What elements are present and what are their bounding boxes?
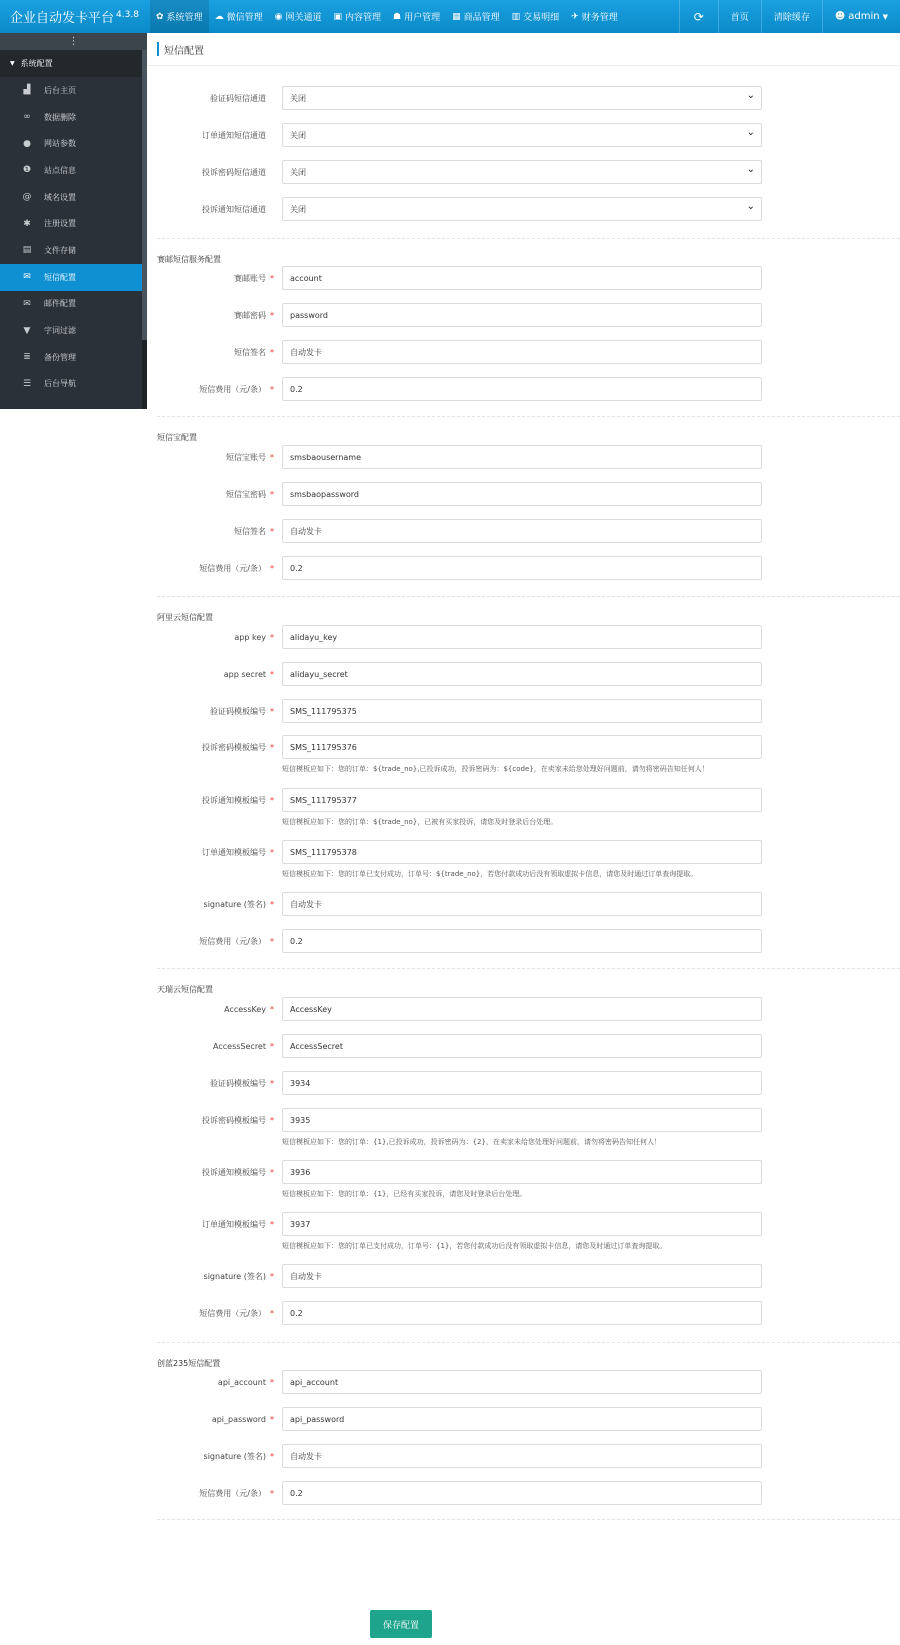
users-icon: ☗ bbox=[392, 11, 402, 22]
sidebar-item[interactable] bbox=[0, 291, 142, 318]
required-star: * bbox=[270, 452, 274, 462]
field-label: signature (签名) bbox=[203, 1271, 266, 1281]
caret-down-icon: ▼ bbox=[882, 12, 888, 21]
form-row bbox=[147, 1370, 900, 1394]
section-title: 赛邮短信服务配置 bbox=[157, 255, 221, 264]
field-label: 订单通知短信通道 bbox=[202, 130, 266, 140]
form-row bbox=[147, 662, 900, 686]
required-star: * bbox=[270, 273, 274, 283]
text-input[interactable]: 自动发卡 bbox=[282, 519, 762, 543]
sidebar-item[interactable] bbox=[0, 130, 142, 157]
field-label: signature (签名) bbox=[203, 899, 266, 909]
template-hint: 短信模板应如下：您的订单：${trade_no}，已被有买家投诉，请您及时登录后台处理。 bbox=[282, 818, 558, 826]
field-label: 短信费用（元/条） bbox=[199, 1308, 266, 1318]
title-accent-bar bbox=[157, 42, 159, 56]
field-label: 短信费用（元/条） bbox=[199, 1488, 266, 1498]
section-divider bbox=[157, 1519, 900, 1520]
field-label: 短信费用（元/条） bbox=[199, 563, 266, 573]
form-row bbox=[147, 340, 900, 364]
field-label: 订单通知模板编号 bbox=[202, 847, 266, 857]
top-nav bbox=[150, 0, 624, 33]
field-label: 赛邮密码 bbox=[234, 310, 266, 320]
form-row bbox=[147, 1212, 900, 1236]
sidebar-section-label: 系统配置 bbox=[20, 59, 53, 68]
field-label: 验证码模板编号 bbox=[210, 1078, 266, 1088]
required-star: * bbox=[270, 1219, 274, 1229]
text-input[interactable]: password bbox=[282, 303, 762, 327]
field-label: 投诉通知模板编号 bbox=[202, 795, 266, 805]
field-label: signature (签名) bbox=[203, 1451, 266, 1461]
top-right-nav bbox=[679, 0, 900, 33]
save-icon: ▤ bbox=[22, 245, 32, 256]
template-hint: 短信模板应如下：您的订单：{1},已投诉成功，投诉密码为：{2}，在卖家未给您处理好问题前，请勿将密码告知任何人！ bbox=[282, 1138, 661, 1146]
text-input[interactable]: alidayu_secret bbox=[282, 662, 762, 686]
required-star: * bbox=[270, 936, 274, 946]
section-divider bbox=[157, 968, 900, 969]
required-star: * bbox=[270, 563, 274, 573]
text-input[interactable]: SMS_111795375 bbox=[282, 699, 762, 723]
text-input[interactable]: alidayu_key bbox=[282, 625, 762, 649]
top-nav-label: 内容管理 bbox=[344, 13, 381, 23]
top-nav-label: 交易明细 bbox=[523, 13, 560, 23]
select-row bbox=[147, 197, 900, 221]
sidebar-section-system-config[interactable] bbox=[0, 50, 147, 77]
wechat-icon: ☁ bbox=[214, 11, 224, 22]
sidebar-item-label: 后台导航 bbox=[44, 379, 76, 389]
form-row bbox=[147, 556, 900, 580]
form-row bbox=[147, 1071, 900, 1095]
form-row bbox=[147, 1108, 900, 1132]
required-star: * bbox=[270, 742, 274, 752]
required-star: * bbox=[270, 1271, 274, 1281]
text-input[interactable]: 3935 bbox=[282, 1108, 762, 1132]
required-star: * bbox=[270, 1115, 274, 1125]
save-config-button[interactable]: 保存配置 bbox=[370, 1610, 432, 1638]
user-menu[interactable] bbox=[822, 0, 900, 33]
required-star: * bbox=[270, 347, 274, 357]
form-row bbox=[147, 892, 900, 916]
form-row bbox=[147, 1407, 900, 1431]
top-nav-item[interactable] bbox=[565, 0, 624, 33]
sidebar-item[interactable] bbox=[0, 344, 142, 371]
top-nav-label: 商品管理 bbox=[463, 13, 500, 23]
page-title: 短信配置 bbox=[164, 45, 204, 57]
text-input[interactable]: AccessKey bbox=[282, 997, 762, 1021]
at-icon: @ bbox=[22, 192, 32, 203]
top-nav-item[interactable] bbox=[327, 0, 387, 33]
form-row bbox=[147, 519, 900, 543]
text-input[interactable]: 自动发卡 bbox=[282, 1444, 762, 1468]
filter-icon: ▼ bbox=[23, 325, 31, 336]
required-star: * bbox=[270, 632, 274, 642]
form-row bbox=[147, 840, 900, 864]
field-label: 赛邮账号 bbox=[234, 273, 266, 283]
user-name: admin bbox=[848, 11, 880, 22]
sidebar-item-label: 站点信息 bbox=[44, 165, 76, 175]
field-label: 投诉通知模板编号 bbox=[202, 1167, 266, 1177]
form-row bbox=[147, 788, 900, 812]
sidebar-item[interactable] bbox=[0, 371, 142, 398]
text-input[interactable]: SMS_111795376 bbox=[282, 735, 762, 759]
brand-version: 4.3.8 bbox=[116, 9, 139, 20]
sidebar-item-label: 短信配置 bbox=[44, 272, 76, 282]
field-label: app secret bbox=[223, 669, 266, 679]
goods-icon: ▦ bbox=[452, 11, 461, 22]
field-label: AccessSecret bbox=[213, 1041, 266, 1051]
user-icon: ☻ bbox=[834, 11, 846, 22]
required-star: * bbox=[270, 669, 274, 679]
form-row bbox=[147, 445, 900, 469]
sidebar-item[interactable] bbox=[0, 77, 142, 104]
template-hint: 短信模板应如下：您的订单：${trade_no},已投诉成功，投诉密码为：${code}，在卖家未给您处理好问题前，请勿将密码告知任何人！ bbox=[282, 765, 709, 773]
text-input[interactable]: SMS_111795378 bbox=[282, 840, 762, 864]
sidebar-item[interactable] bbox=[0, 264, 142, 291]
field-label: api_account bbox=[217, 1377, 266, 1387]
channel-select[interactable]: 关闭 ⌄ bbox=[282, 160, 762, 184]
section-title: 创蓝235短信配置 bbox=[157, 1359, 221, 1368]
text-input[interactable]: 自动发卡 bbox=[282, 892, 762, 916]
required-star: * bbox=[270, 1308, 274, 1318]
text-input[interactable]: 0.2 bbox=[282, 929, 762, 953]
required-star: * bbox=[270, 1377, 274, 1387]
required-star: * bbox=[270, 1004, 274, 1014]
form-row bbox=[147, 699, 900, 723]
refresh-icon[interactable]: ⟳ bbox=[679, 0, 718, 33]
triangle-down-icon: ▼ bbox=[10, 60, 15, 67]
template-hint: 短信模板应如下：您的订单已支付成功，订单号：{1}，若您付款成功后没有领取虚拟卡信息，请您及时通过订单查询提取。 bbox=[282, 1242, 667, 1250]
template-hint: 短信模板应如下：您的订单：{1}，已经有买家投诉，请您及时登录后台处理。 bbox=[282, 1190, 527, 1198]
template-hint: 短信模板应如下：您的订单已支付成功，订单号：${trade_no}，若您付款成功后没有领取虚拟卡信息，请您及时通过订单查询提取。 bbox=[282, 870, 698, 878]
info-icon: ❶ bbox=[22, 165, 32, 176]
top-nav-label: 微信管理 bbox=[226, 13, 263, 23]
clear-cache-link[interactable]: 清除缓存 bbox=[761, 0, 822, 33]
form-row bbox=[147, 1444, 900, 1468]
page-header bbox=[147, 33, 900, 66]
form-row bbox=[147, 377, 900, 401]
top-nav-item[interactable] bbox=[150, 0, 209, 33]
required-star: * bbox=[270, 706, 274, 716]
required-star: * bbox=[270, 1414, 274, 1424]
sidebar-item-label: 邮件配置 bbox=[44, 299, 76, 309]
required-star: * bbox=[270, 1167, 274, 1177]
required-star: * bbox=[270, 847, 274, 857]
brand[interactable] bbox=[0, 7, 150, 26]
form-row bbox=[147, 303, 900, 327]
cog-icon: ✱ bbox=[23, 218, 31, 229]
apple-icon: ● bbox=[23, 138, 31, 149]
field-label: api_password bbox=[211, 1414, 266, 1424]
text-input[interactable]: 0.2 bbox=[282, 1301, 762, 1325]
field-label: 短信费用（元/条） bbox=[199, 936, 266, 946]
field-label: 短信费用（元/条） bbox=[199, 384, 266, 394]
field-label: 验证码短信通道 bbox=[210, 93, 266, 103]
required-star: * bbox=[270, 310, 274, 320]
text-input[interactable]: 0.2 bbox=[282, 556, 762, 580]
top-nav-item[interactable] bbox=[506, 0, 566, 33]
field-label: 短信签名 bbox=[234, 347, 266, 357]
sidebar bbox=[0, 33, 147, 409]
top-nav-label: 网关通道 bbox=[285, 13, 322, 23]
content-icon: ▣ bbox=[333, 11, 342, 22]
required-star: * bbox=[270, 795, 274, 805]
field-label: 投诉密码短信通道 bbox=[202, 167, 266, 177]
form-row bbox=[147, 482, 900, 506]
required-star: * bbox=[270, 384, 274, 394]
sidebar-item[interactable] bbox=[0, 237, 142, 264]
area-chart-icon: ▟ bbox=[23, 85, 31, 96]
form-row bbox=[147, 735, 900, 759]
top-nav-item[interactable] bbox=[446, 0, 506, 33]
bars-icon: ☰ bbox=[22, 378, 32, 389]
envelope-outline-icon: ✉ bbox=[23, 298, 31, 309]
text-input[interactable]: 0.2 bbox=[282, 377, 762, 401]
form-row bbox=[147, 929, 900, 953]
top-bar bbox=[0, 0, 900, 33]
database-icon: ≣ bbox=[23, 352, 31, 363]
text-input[interactable]: 自动发卡 bbox=[282, 1264, 762, 1288]
field-label: 投诉密码模板编号 bbox=[202, 742, 266, 752]
field-label: 验证码模板编号 bbox=[210, 706, 266, 716]
text-input[interactable]: smsbaousername bbox=[282, 445, 762, 469]
envelope-icon: ✉ bbox=[23, 272, 31, 283]
gear-icon: ✿ bbox=[156, 11, 164, 22]
channel-select[interactable]: 关闭 ⌄ bbox=[282, 197, 762, 221]
section-title: 阿里云短信配置 bbox=[157, 613, 213, 622]
section-divider bbox=[157, 416, 900, 417]
required-star: * bbox=[270, 1451, 274, 1461]
text-input[interactable]: api_account bbox=[282, 1370, 762, 1394]
form-row bbox=[147, 1481, 900, 1505]
channel-select[interactable]: 关闭 ⌄ bbox=[282, 123, 762, 147]
select-row bbox=[147, 123, 900, 147]
finance-icon: ✈ bbox=[571, 11, 579, 22]
text-input[interactable]: 3936 bbox=[282, 1160, 762, 1184]
sidebar-item[interactable] bbox=[0, 104, 142, 131]
text-input[interactable]: SMS_111795377 bbox=[282, 788, 762, 812]
sidebar-item[interactable] bbox=[0, 184, 142, 211]
section-title: 短信宝配置 bbox=[157, 433, 197, 442]
required-star: * bbox=[270, 526, 274, 536]
required-star: * bbox=[270, 899, 274, 909]
text-input[interactable]: 3937 bbox=[282, 1212, 762, 1236]
required-star: * bbox=[270, 1488, 274, 1498]
link-icon: ∞ bbox=[23, 112, 31, 123]
sidebar-item-label: 网站参数 bbox=[44, 139, 76, 149]
sidebar-item-label: 数据删除 bbox=[44, 112, 76, 122]
text-input[interactable]: account bbox=[282, 266, 762, 290]
sidebar-toggle[interactable]: ⋮ bbox=[0, 33, 147, 50]
field-label: 投诉密码模板编号 bbox=[202, 1115, 266, 1125]
select-row bbox=[147, 160, 900, 184]
sidebar-items bbox=[0, 77, 147, 397]
text-input[interactable]: AccessSecret bbox=[282, 1034, 762, 1058]
field-label: app key bbox=[234, 632, 266, 642]
form-row bbox=[147, 1264, 900, 1288]
section-divider bbox=[157, 238, 900, 239]
top-nav-item[interactable] bbox=[387, 0, 446, 33]
required-star: * bbox=[270, 1041, 274, 1051]
sidebar-item[interactable] bbox=[0, 157, 142, 184]
field-label: 短信宝密码 bbox=[226, 489, 266, 499]
main-content bbox=[147, 33, 900, 1645]
sidebar-item-label: 后台主页 bbox=[44, 85, 76, 95]
form-row bbox=[147, 1301, 900, 1325]
form-row bbox=[147, 1034, 900, 1058]
top-nav-item[interactable] bbox=[269, 0, 328, 33]
section-title: 天瑞云短信配置 bbox=[157, 985, 213, 994]
top-nav-item[interactable] bbox=[209, 0, 269, 33]
text-input[interactable]: api_password bbox=[282, 1407, 762, 1431]
form-row bbox=[147, 266, 900, 290]
chart-icon: ▥ bbox=[511, 11, 521, 22]
text-input[interactable]: 自动发卡 bbox=[282, 340, 762, 364]
form-row bbox=[147, 625, 900, 649]
form-row bbox=[147, 1160, 900, 1184]
field-label: 短信宝账号 bbox=[226, 452, 266, 462]
top-nav-label: 系统管理 bbox=[166, 13, 203, 23]
text-input[interactable]: smsbaopassword bbox=[282, 482, 762, 506]
sidebar-item-label: 字词过滤 bbox=[44, 326, 76, 336]
field-label: 投诉通知短信通道 bbox=[202, 204, 266, 214]
select-row bbox=[147, 86, 900, 110]
field-label: 短信签名 bbox=[234, 526, 266, 536]
text-input[interactable]: 0.2 bbox=[282, 1481, 762, 1505]
brand-title: 企业自动发卡平台 bbox=[10, 11, 115, 26]
channel-select[interactable]: 关闭 ⌄ bbox=[282, 86, 762, 110]
field-label: AccessKey bbox=[224, 1004, 266, 1014]
text-input[interactable]: 3934 bbox=[282, 1071, 762, 1095]
sidebar-item-label: 域名设置 bbox=[44, 192, 76, 202]
required-star: * bbox=[270, 1078, 274, 1088]
field-label: 订单通知模板编号 bbox=[202, 1219, 266, 1229]
required-star: * bbox=[270, 489, 274, 499]
sidebar-item[interactable] bbox=[0, 210, 142, 237]
top-nav-label: 财务管理 bbox=[581, 13, 618, 23]
sidebar-item-label: 备份管理 bbox=[44, 352, 76, 362]
home-link[interactable]: 首页 bbox=[718, 0, 761, 33]
gateway-icon: ◉ bbox=[274, 11, 283, 22]
sidebar-item-label: 注册设置 bbox=[44, 219, 76, 229]
form-row bbox=[147, 997, 900, 1021]
top-nav-label: 用户管理 bbox=[404, 13, 441, 23]
sidebar-item[interactable] bbox=[0, 317, 142, 344]
section-divider bbox=[157, 596, 900, 597]
sidebar-item-label: 文件存储 bbox=[44, 245, 76, 255]
section-divider bbox=[157, 1342, 900, 1343]
